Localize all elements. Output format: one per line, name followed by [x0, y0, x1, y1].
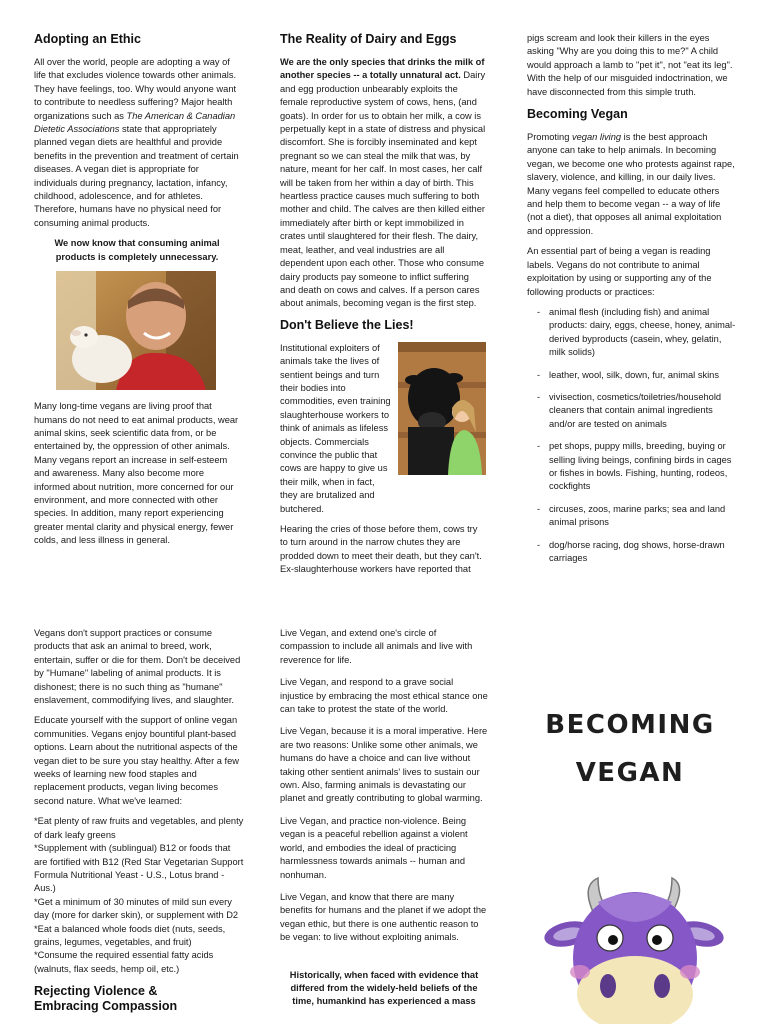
photo-man-with-lamb	[56, 271, 216, 390]
paragraph-dont-support: Vegans don't support practices or consume products that ask an animal to breed, work, entertain, suffer or die for them. Don't be deceived by "Humane" labeling of animal products. It is dishonest; there is no such thing as "humane" enslavement, commodifying lives, and slaughter.	[34, 628, 241, 706]
column-becoming-vegan	[527, 32, 737, 574]
text-span: Promoting	[527, 132, 572, 143]
heading-adopting-an-ethic: Adopting an Ethic	[34, 32, 141, 46]
cover-title-line-2: VEGAN	[575, 758, 685, 788]
list-item: - pet shops, puppy mills, breeding, buying or selling living beings, confining birds in cages or fishes in bowls. Fishing, hunting, rodeos, cockfights	[537, 440, 737, 494]
heading-becoming-vegan: Becoming Vegan	[527, 107, 628, 122]
paragraph-pigs: pigs scream and look their killers in the eyes asking "Why are you doing this to me?" A child would approach a lamb to "pet it", not "eat its leg". With the help of our misguided indoctrination, we have disconnected from this simple truth.	[527, 33, 733, 97]
heading-reality-of-dairy: The Reality of Dairy and Eggs	[280, 32, 457, 46]
tips-list	[34, 815, 244, 976]
paragraph-live-vegan-5: Live Vegan, and know that there are many benefits for humans and the planet if we adopt the vegan ethic, but there is one authentic reason to be vegan: to live without exploiting animals.	[280, 891, 487, 943]
paragraph-live-vegan-3: Live Vegan, because it is a moral imperative. Here are two reasons: Unlike some other animals, we humans do have a choice and can live without taking other sentient animals' lives to sustain our own. Also, farming animals is devastating our planet and greatly contributing to global warming.	[280, 726, 488, 804]
paragraph-living-proof: Many long-time vegans are living proof that humans do not need to eat animal products, wear animal skins, seek scientific data from, or be entertained by, the oppression of other animals. Many vegans report an increase in self-esteem and awareness. Many also become more informed about nutrition, more concerned for our environment, and more connected with other species. In addition, many report experiencing greater mental clarity and physical energy, fewer colds, and less illness in general.	[34, 401, 239, 546]
text-span: All over the world, people are adopting a way of life that excludes violence towards other animals. They have feelings, too. Why would anyone want to contribute to needless suffering? Major health organizations such as	[34, 57, 237, 121]
tip-item: *Supplement with (sublingual) B12 or foods that are fortified with B12 (Red Star Vegetarian Support Formula Nutritional Yeast - U.S., Lotus brand - Aus.)	[34, 843, 244, 894]
paragraph-lies: Institutional exploiters of animals take the lives of sentient beings and turn their bodies into commodities, even training slaughterhouse workers to think of animals as lifeless objects. Commercials convince the public that cows are happy to give us their milk, when in fact, they are brutalized and butchered.	[280, 342, 391, 514]
text-span: is the best approach anyone can take to help animals. In becoming vegan, we become one who protests against rape, slavery, violence, and killing, in our daily lives. Many vegans feel compelled to educate others and help them to become vegan -- a way of life (not a diet), that opposes all animal exploitation and oppression.	[527, 132, 735, 236]
list-practices	[527, 306, 737, 566]
column-reality-of-dairy	[280, 32, 486, 584]
photo-girl-with-cow	[398, 342, 486, 475]
cover-panel	[520, 700, 740, 788]
paragraph-adopting-ethic	[34, 56, 240, 230]
column-live-vegan	[280, 627, 488, 1009]
paragraph-live-vegan-1: Live Vegan, and extend one's circle of compassion to include all animals and live with reverence for life.	[280, 628, 473, 665]
bold-statement: We now know that consuming animal products is completely unnecessary.	[54, 238, 220, 262]
list-item: - circuses, zoos, marine parks; sea and land animal prisons	[537, 503, 737, 530]
heading-line: Rejecting Violence &	[34, 984, 158, 999]
italic-vegan-living: vegan living	[571, 132, 622, 143]
bold-historically: Historically, when faced with evidence that differed from the widely-held beliefs of the time, humankind has experienced a mass	[289, 969, 479, 1007]
paragraph-educate: Educate yourself with the support of online vegan communities. Vegans enjoy bountiful plant-based options. Learn about the nutritional aspects of the vegan diet to be sure you stay healthy. After a few weeks of learning new food staples and replacement products, vegan living becomes second nature. What we've learned:	[34, 715, 239, 806]
tip-item: *Eat plenty of raw fruits and vegetables, and plenty of dark leafy greens	[34, 816, 244, 840]
list-item: - dog/horse racing, dog shows, horse-drawn carriages	[537, 539, 737, 566]
paragraph-cries: Hearing the cries of those before them, cows try to turn around in the narrow chutes they are prodded down to meet their death, but they can't. Ex-slaughterhouse workers have reported that	[280, 524, 482, 575]
bold-only-species: We are the only species that drinks the milk of another species -- a totally unnatural act.	[280, 57, 485, 81]
list-item: - leather, wool, silk, down, fur, animal skins	[537, 369, 737, 382]
paragraph-reading-labels: An essential part of being a vegan is reading labels. Vegans do not contribute to animal exploitation by using or supporting any of the following products or practices:	[527, 246, 712, 297]
list-item: - vivisection, cosmetics/toiletries/household cleaners that contain animal ingredients and/or are tested on animals	[537, 391, 737, 431]
cover-title-line-1: BECOMING	[545, 710, 715, 740]
column-adopting-an-ethic	[34, 32, 240, 555]
paragraph-dairy	[280, 56, 486, 311]
heading-line: Embracing Compassion	[34, 999, 178, 1014]
paragraph-promoting	[527, 131, 737, 238]
text-span: Dairy and egg production unbearably exploits the female reproductive system of cows, hens, (and goats). In order for us to obtain her milk, a cow is perpetually kept in a state of distress and physical discomfort. She is forcibly inseminated and kept pregnant so we can steal the milk that was, by nature, meant for her calf. In most cases, her calf will be taken from her within a day of birth. This heartless practice causes much suffering to both mother and child. The calves are then killed either immediately after birth or kept immobilized in crates until slaughtered for their flesh. The dairy, meat, leather, and veal industries are all dependent upon each other. Those who consume dairy products pay someone to inflict suffering and death on cows and calves. If a person cares about animals, becoming vegan is the first step.	[280, 70, 486, 309]
paragraph-live-vegan-2: Live Vegan, and respond to a grave social injustice by embracing the most ethical stance one can take to protest the state of the world.	[280, 677, 488, 715]
heading-dont-believe-lies: Don't Believe the Lies!	[280, 317, 414, 332]
heading-rejecting-violence	[34, 984, 244, 1014]
italic-organizations: The American & Canadian Dietetic Associations	[34, 110, 236, 135]
cartoon-cow-icon	[540, 876, 730, 1024]
tip-item: *Get a minimum of 30 minutes of mild sun every day (more for darker skin), or supplement with D2	[34, 896, 239, 921]
paragraph-live-vegan-4: Live Vegan, and practice non-violence. Being vegan is a peaceful rebellion against a violent world, and embodies the ideal of practicing harmlessness towards animals -- human and nonhuman.	[280, 815, 468, 880]
list-item: - animal flesh (including fish) and animal products: dairy, eggs, cheese, honey, animal-derived byproducts (casein, whey, gelatin, milk solids)	[537, 306, 737, 360]
text-span: state that appropriately planned vegan diets are healthful and provide benefits in the prevention and treatment of certain diseases. A vegan diet is appropriate for individuals during pregnancy, lactation, infancy, childhood, adolescence, and for athletes. Therefore, humans have no physical need for consuming animal products.	[34, 124, 239, 228]
tip-item: *Eat a balanced whole foods diet (nuts, seeds, grains, legumes, vegetables, and fruit)	[34, 923, 226, 947]
column-vegans-dont-support	[34, 627, 244, 1014]
lies-block	[280, 342, 486, 516]
tip-item: *Consume the required essential fatty acids (walnuts, flax seeds, hemp oil, etc.)	[34, 950, 214, 974]
